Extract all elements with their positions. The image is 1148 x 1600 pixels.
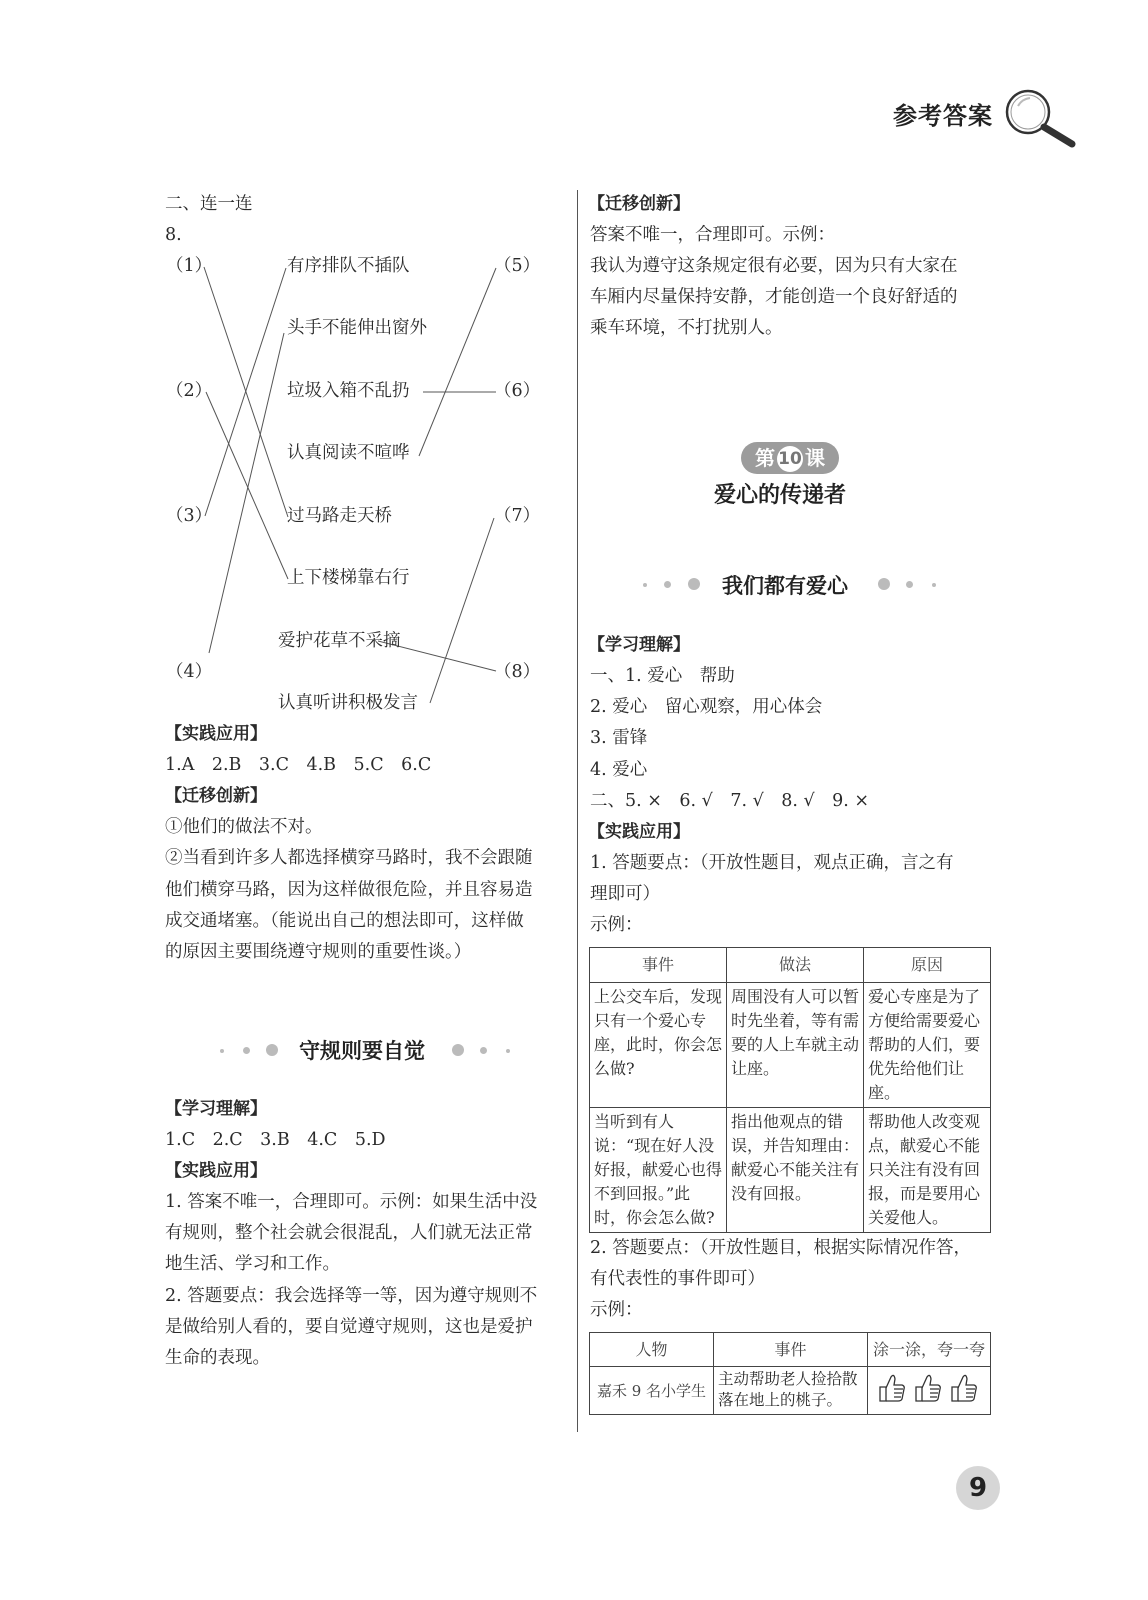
match-line-7	[430, 518, 494, 703]
right-practice-heading: 【实践应用】	[588, 822, 690, 842]
table1-header-event: 事件	[590, 948, 727, 983]
match-item-2: 头手不能伸出窗外	[287, 318, 427, 338]
right-study-line-5: 二、5. × 6. √ 7. √ 8. √ 9. ×	[590, 791, 870, 811]
right-transfer-line-2: 我认为遵守这条规定很有必要，因为只有大家在	[590, 256, 958, 276]
table1-cell: 上公交车后，发现只有一个爱心专座，此时，你会怎么做?	[590, 983, 727, 1108]
decor-dot	[688, 578, 700, 590]
match-line-2	[206, 392, 288, 579]
table2-header-praise: 涂一涂，夸一夸	[868, 1333, 991, 1367]
practice-answers: 1.A 2.B 3.C 4.B 5.C 6.C	[165, 755, 432, 775]
table2-cell-thumbs	[868, 1367, 991, 1415]
match-item-8: 认真听讲积极发言	[278, 693, 418, 713]
q1-line-2: 理即可）	[590, 884, 660, 904]
decor-dot	[506, 1049, 510, 1053]
practice2-line-2: 有规则，整个社会就会很混乱，人们就无法正常	[165, 1223, 533, 1243]
match-line-5	[419, 268, 496, 456]
decor-dot	[243, 1047, 250, 1054]
right-study-heading: 【学习理解】	[588, 635, 690, 655]
transfer-line-1: ①他们的做法不对。	[165, 817, 323, 837]
example-table-1	[589, 947, 991, 1233]
table2-cell-person: 嘉禾 9 名小学生	[590, 1367, 714, 1415]
lesson-suffix: 课	[805, 446, 825, 470]
practice2-heading: 【实践应用】	[165, 1161, 267, 1181]
left-label-4: （4）	[166, 662, 213, 682]
q2-line-2: 有代表性的事件即可）	[590, 1269, 765, 1289]
decor-dot	[220, 1049, 224, 1053]
right-label-5: （5）	[494, 256, 541, 276]
match-line-4	[209, 333, 284, 653]
q2-line-1: 2. 答题要点：（开放性题目，根据实际情况作答，	[590, 1238, 972, 1258]
right-label-8: （8）	[494, 662, 541, 682]
decor-dot	[878, 578, 890, 590]
match-item-3: 垃圾入箱不乱扔	[287, 381, 410, 401]
thumbs-up-icon	[880, 1375, 904, 1401]
thumbs-up-icon	[916, 1375, 940, 1401]
thumbs-up-icon	[952, 1375, 976, 1401]
section-title-love: 我们都有爱心	[722, 574, 848, 598]
section-title-rules: 守规则要自觉	[299, 1039, 425, 1063]
transfer-heading: 【迁移创新】	[165, 786, 267, 806]
match-number: 8.	[165, 225, 182, 245]
match-item-4: 认真阅读不喧哗	[287, 443, 410, 463]
table2-header-event: 事件	[714, 1333, 868, 1367]
table1-cell: 帮助他人改变观点，献爱心不能只关注有没有回报，而是要用心关爱他人。	[864, 1108, 991, 1233]
q2-line-3: 示例：	[590, 1300, 643, 1320]
decor-dot	[906, 581, 913, 588]
table1-cell: 指出他观点的错误，并告知理由：献爱心不能关注有没有回报。	[727, 1108, 864, 1233]
page-number: 9	[956, 1466, 1000, 1510]
lesson-title: 爱心的传递者	[714, 483, 847, 508]
practice2-line-4: 2. 答题要点：我会选择等一等，因为遵守规则不	[165, 1286, 538, 1306]
table2-cell-event: 主动帮助老人捡拾散落在地上的桃子。	[714, 1367, 868, 1415]
table1-header-action: 做法	[727, 948, 864, 983]
table1-cell: 周围没有人可以暂时先坐着，等有需要的人上车就主动让座。	[727, 983, 864, 1108]
right-transfer-line-1: 答案不唯一，合理即可。示例：	[590, 225, 835, 245]
transfer-line-4: 成交通堵塞。（能说出自己的想法即可，这样做	[165, 911, 524, 931]
table1-cell: 当听到有人说：“现在好人没好报，献爱心也得不到回报。”此时，你会怎么做?	[590, 1108, 727, 1233]
right-transfer-line-3: 车厢内尽量保持安静，才能创造一个良好舒适的	[590, 287, 958, 307]
left-label-2: （2）	[166, 381, 213, 401]
right-label-7: （7）	[494, 506, 541, 526]
decor-dot	[480, 1047, 487, 1054]
right-study-line-3: 3. 雷锋	[590, 728, 648, 748]
q1-line-3: 示例：	[590, 915, 643, 935]
table2-header-person: 人物	[590, 1333, 714, 1367]
practice-heading: 【实践应用】	[165, 724, 267, 744]
right-transfer-line-4: 乘车环境，不打扰别人。	[590, 318, 783, 338]
decor-dot	[452, 1044, 464, 1056]
right-transfer-heading: 【迁移创新】	[588, 194, 690, 214]
example-table-2	[589, 1332, 991, 1415]
lesson-number: 10	[777, 446, 803, 472]
transfer-line-5: 的原因主要围绕遵守规则的重要性谈。）	[165, 942, 472, 962]
match-item-6: 上下楼梯靠右行	[287, 568, 410, 588]
study-heading: 【学习理解】	[165, 1099, 267, 1119]
left-label-1: （1）	[166, 256, 213, 276]
left-label-3: （3）	[166, 506, 213, 526]
thumbs-group	[874, 1369, 984, 1405]
practice2-line-6: 生命的表现。	[165, 1348, 270, 1368]
decor-dot	[266, 1044, 278, 1056]
match-item-1: 有序排队不插队	[287, 256, 410, 276]
right-study-line-4: 4. 爱心	[590, 760, 648, 780]
decor-dot	[932, 583, 936, 587]
table1-header-reason: 原因	[864, 948, 991, 983]
right-label-6: （6）	[494, 381, 541, 401]
table1-cell: 爱心专座是为了方便给需要爱心帮助的人们，要优先给他们让座。	[864, 983, 991, 1108]
lesson-prefix: 第	[755, 446, 775, 470]
decor-dot	[643, 583, 647, 587]
page-header-title: 参考答案	[893, 102, 993, 130]
transfer-line-3: 他们横穿马路，因为这样做很危险，并且容易造	[165, 880, 533, 900]
match-heading: 二、连一连	[165, 194, 253, 214]
practice2-line-5: 是做给别人看的，要自觉遵守规则，这也是爱护	[165, 1317, 533, 1337]
match-item-5: 过马路走天桥	[287, 506, 392, 526]
lesson-badge	[741, 442, 839, 474]
decor-dot	[664, 581, 671, 588]
q1-line-1: 1. 答题要点：（开放性题目，观点正确，言之有	[590, 853, 954, 873]
right-study-line-2: 2. 爱心 留心观察，用心体会	[590, 697, 823, 717]
study-answers: 1.C 2.C 3.B 4.C 5.D	[165, 1130, 386, 1150]
match-item-7: 爱护花草不采摘	[278, 631, 401, 651]
transfer-line-2: ②当看到许多人都选择横穿马路时，我不会跟随	[165, 848, 533, 868]
practice2-line-1: 1. 答案不唯一，合理即可。示例：如果生活中没	[165, 1192, 538, 1212]
right-study-line-1: 一、1. 爱心 帮助	[590, 666, 735, 686]
practice2-line-3: 地生活、学习和工作。	[165, 1254, 340, 1274]
